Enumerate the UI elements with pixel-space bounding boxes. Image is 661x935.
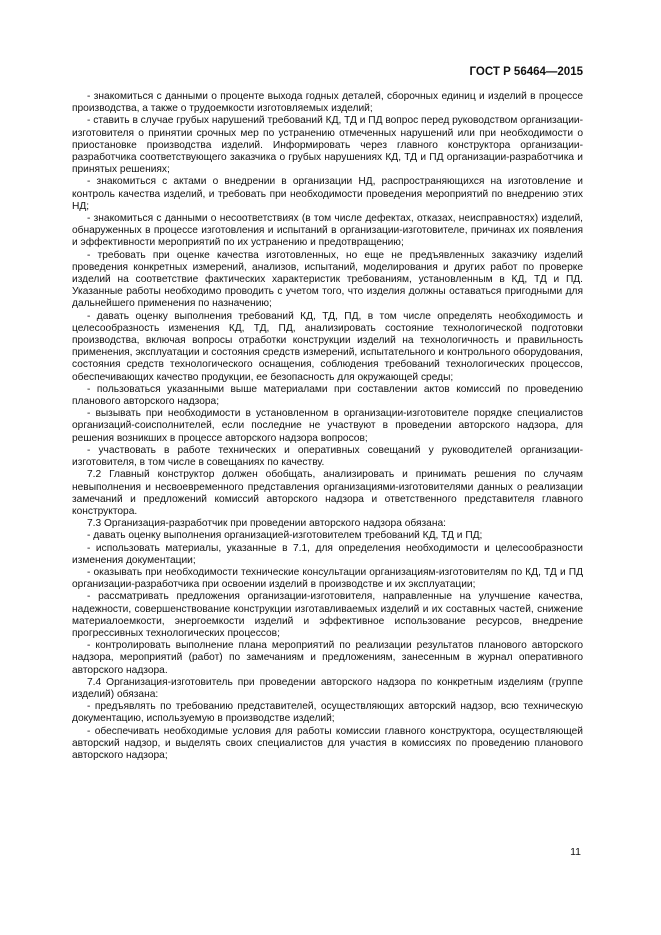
paragraph: - знакомиться с актами о внедрении в организации НД, распространяющихся на изготовление и контроль качества изделий, и требовать при необходимости проведения мероприятий по внедрению этих НД; <box>72 176 583 212</box>
paragraph: 7.3 Организация-разработчик при проведении авторского надзора обязана: <box>87 518 446 530</box>
paragraph: - контролировать выполнение плана мероприятий по реализации результатов планового авторского надзора, мероприятий (работ) по замечаниям и предложениям, занесенным в журнал оперативного авторского надзора. <box>72 640 583 676</box>
paragraph: - оказывать при необходимости технические консультации организациям-изготовителям по КД, ТД и ПД организации-разработчика при освоении изделий в производстве и их эксплуатации; <box>72 566 583 591</box>
paragraph: - обеспечивать необходимые условия для работы комиссии главного конструктора, осуществляющей авторский надзор, и выделять своих специалистов для участия в комиссиях по проведению планового авторского надзора; <box>72 725 583 761</box>
paragraph: - участвовать в работе технических и оперативных совещаний у руководителей организации-изготовителя, в том числе в совещаниях по качеству. <box>72 444 583 469</box>
paragraph: - требовать при оценке качества изготовленных, но еще не предъявленных заказчику изделий проведения конкретных измерений, анализов, испытаний, моделирования и других работ по проверке изделий на соответствие фактических характеристик требованиям, установленным в КД, ТД и ПД. Указанные работы необходимо проводить с учетом того, что изделия должны оставаться пригодными для дальнейшего применения по назначению; <box>72 249 583 310</box>
paragraph: 7.4 Организация-изготовитель при проведении авторского надзора по конкретным изделиям (группе изделий) обязана: <box>72 676 583 700</box>
paragraph: - давать оценку выполнения требований КД, ТД, ПД, в том числе определять необходимость и целесообразность изменения КД, ТД, ПД, анализировать состояние технологической подготовки производства, включая вопросы отработки конструкции изделий на технологичность и правильность применения, эксплуатации и состояния средств измерений, испытательного и контрольного оборудования, состояния средств технологического оснащения, соблюдения требований технологических процессов, обеспечивающих качество продукции, ее безопасность для окружающей среды; <box>72 310 583 383</box>
standard-header: ГОСТ Р 56464—2015 <box>469 66 583 78</box>
paragraph: 7.2 Главный конструктор должен обобщать, анализировать и принимать решения по случаям невыполнения и несвоевременного представления организациями-изготовителями данных о реализации замечаний и предложений комиссий авторского надзора и ответственного представителя главного конструктора. <box>72 469 583 517</box>
paragraph: - давать оценку выполнения организацией-изготовителем требований КД, ТД и ПД; <box>87 530 483 542</box>
paragraph: - рассматривать предложения организации-изготовителя, направленные на улучшение качества, надежности, совершенствование конструкции изготавливаемых изделий и их составных частей, снижение материалоемкости, энергоемкости изделий и эффективное использование ресурсов, внедрение прогрессивных технологических процессов; <box>72 591 583 639</box>
paragraph: - знакомиться с данными о проценте выхода годных деталей, сборочных единиц и изделий в процессе производства, а также о трудоемкости изготовляемых изделий; <box>72 91 583 115</box>
paragraph: - знакомиться с данными о несоответствиях (в том числе дефектах, отказах, неисправностях) изделий, обнаруженных в процессе изготовления и испытаний в организации-изготовителе, причинах их появления и эффективности мероприятий по их устранению и предотвращению; <box>72 213 583 249</box>
page-number: 11 <box>570 846 581 858</box>
paragraph: - ставить в случае грубых нарушений требований КД, ТД и ПД вопрос перед руководством организации-изготовителя о принятии срочных мер по устранению отмеченных нарушений или при необходимости о приостановке производства изделий. Информировать через главного конструктора организации-разработчика соответствующего заказчика о грубых нарушениях КД, ТД и ПД организации-разработчика и принятых решениях; <box>72 115 583 176</box>
document-body <box>72 91 583 762</box>
paragraph: - использовать материалы, указанные в 7.1, для определения необходимости и целесообразности изменения документации; <box>72 542 583 566</box>
paragraph: - вызывать при необходимости в установленном в организации-изготовителе порядке специалистов организаций-соисполнителей, если последние не участвуют в проведении авторского надзора, для решения возникших в процессе авторского надзора вопросов; <box>72 408 583 444</box>
paragraph: - предъявлять по требованию представителей, осуществляющих авторский надзор, всю техническую документацию, используемую в производстве изделий; <box>72 701 583 725</box>
paragraph: - пользоваться указанными выше материалами при составлении актов комиссий по проведению планового авторского надзора; <box>72 383 583 408</box>
